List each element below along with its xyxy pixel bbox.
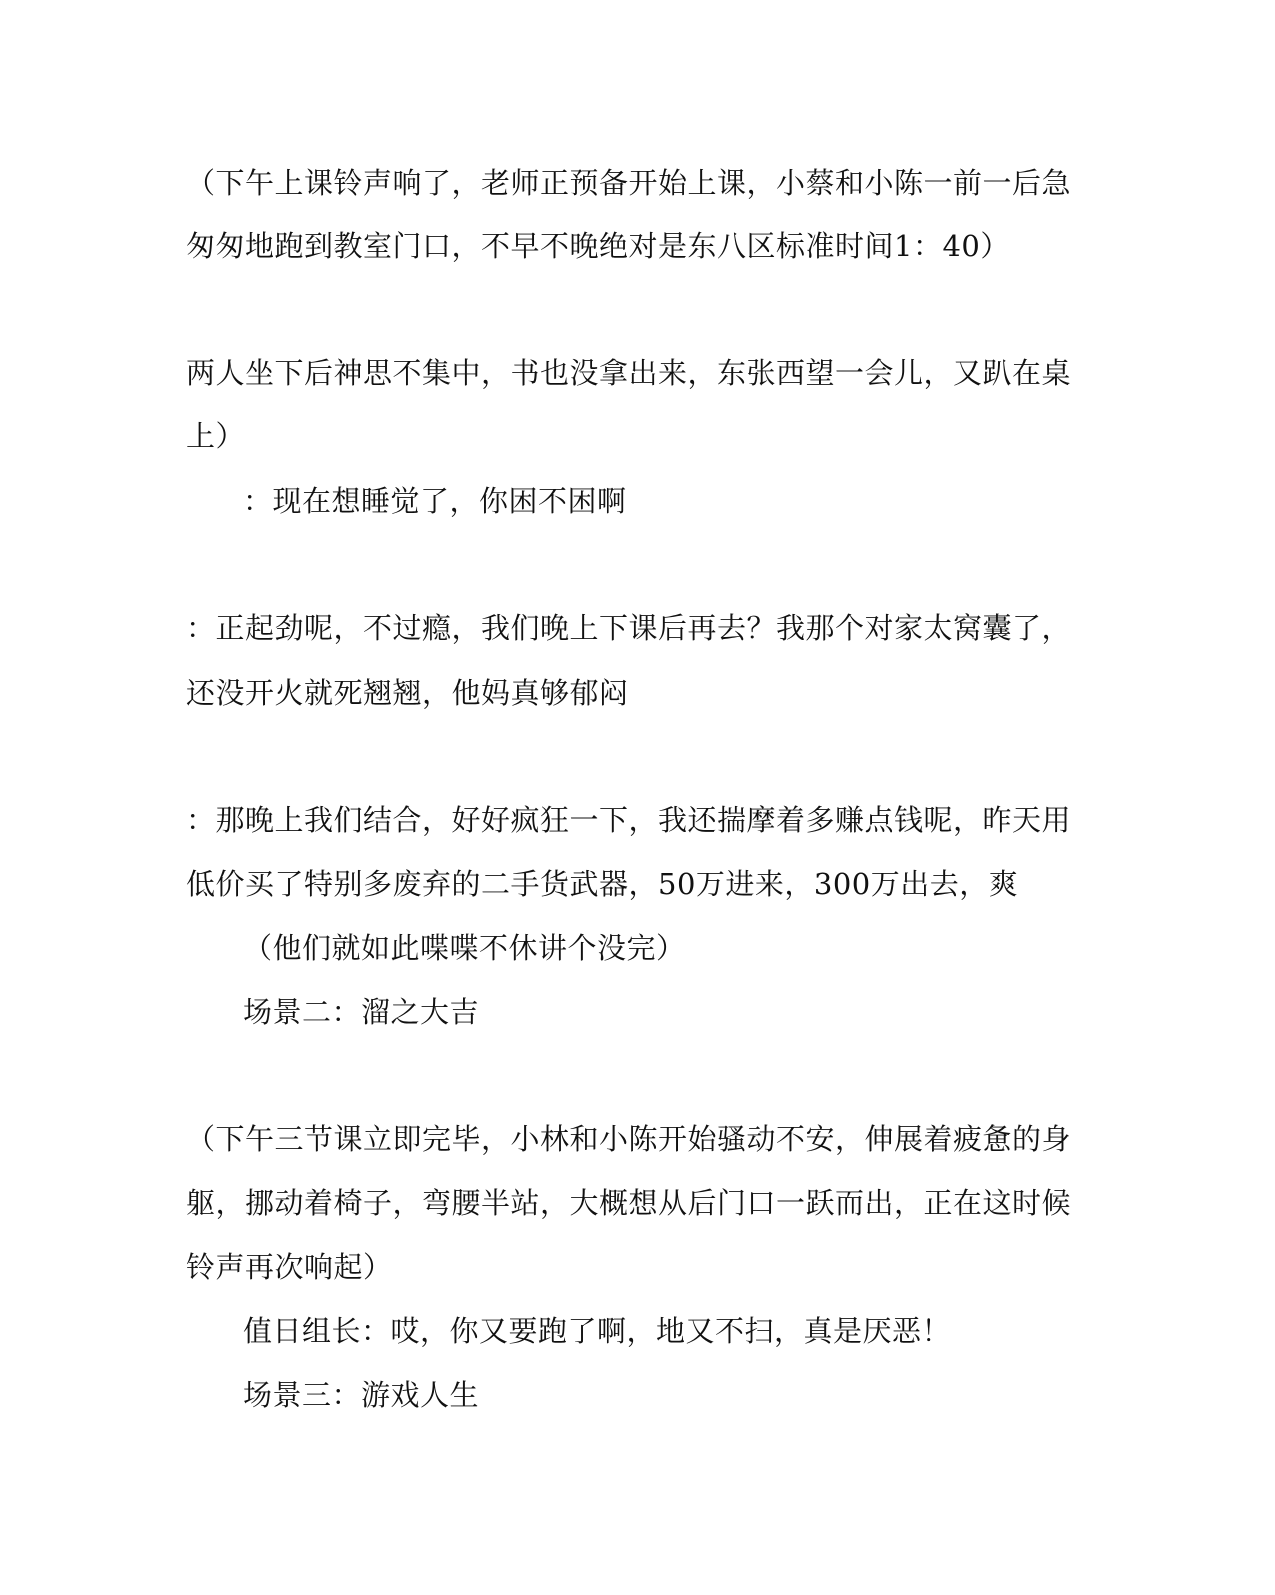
text-line: （下午上课铃声响了，老师正预备开始上课，小蔡和小陈一前一后急	[186, 166, 1072, 200]
dialogue-line: ：现在想睡觉了，你困不困啊	[243, 484, 627, 518]
dialogue-line: ：正起劲呢，不过瘾，我们晚上下课后再去？我那个对家太窝囊了，	[186, 611, 1072, 645]
stage-direction: （他们就如此喋喋不休讲个没完）	[243, 931, 686, 965]
text-line: 上）	[186, 419, 246, 453]
text-line: 低价买了特别多废弃的二手货武器，50万进来，300万出去，爽	[186, 867, 1019, 901]
text-line: 还没开火就死翘翘，他妈真够郁闷	[186, 676, 629, 710]
text-line: 铃声再次响起）	[186, 1250, 393, 1284]
dialogue-line: ：那晚上我们结合，好好疯狂一下，我还揣摩着多赚点钱呢，昨天用	[186, 803, 1072, 837]
text-line: 两人坐下后神思不集中，书也没拿出来，东张西望一会儿，又趴在桌	[186, 356, 1072, 390]
text-line: （下午三节课立即完毕，小林和小陈开始骚动不安，伸展着疲惫的身	[186, 1122, 1072, 1156]
dialogue-line: 值日组长：哎，你又要跑了啊，地又不扫，真是厌恶！	[243, 1314, 952, 1348]
text-line: 匆匆地跑到教室门口，不早不晚绝对是东八区标准时间1：40）	[186, 229, 1010, 263]
scene-heading: 场景二：溜之大吉	[243, 995, 480, 1029]
text-line: 躯，挪动着椅子，弯腰半站，大概想从后门口一跃而出，正在这时候	[186, 1186, 1072, 1220]
scene-heading: 场景三：游戏人生	[243, 1378, 480, 1412]
